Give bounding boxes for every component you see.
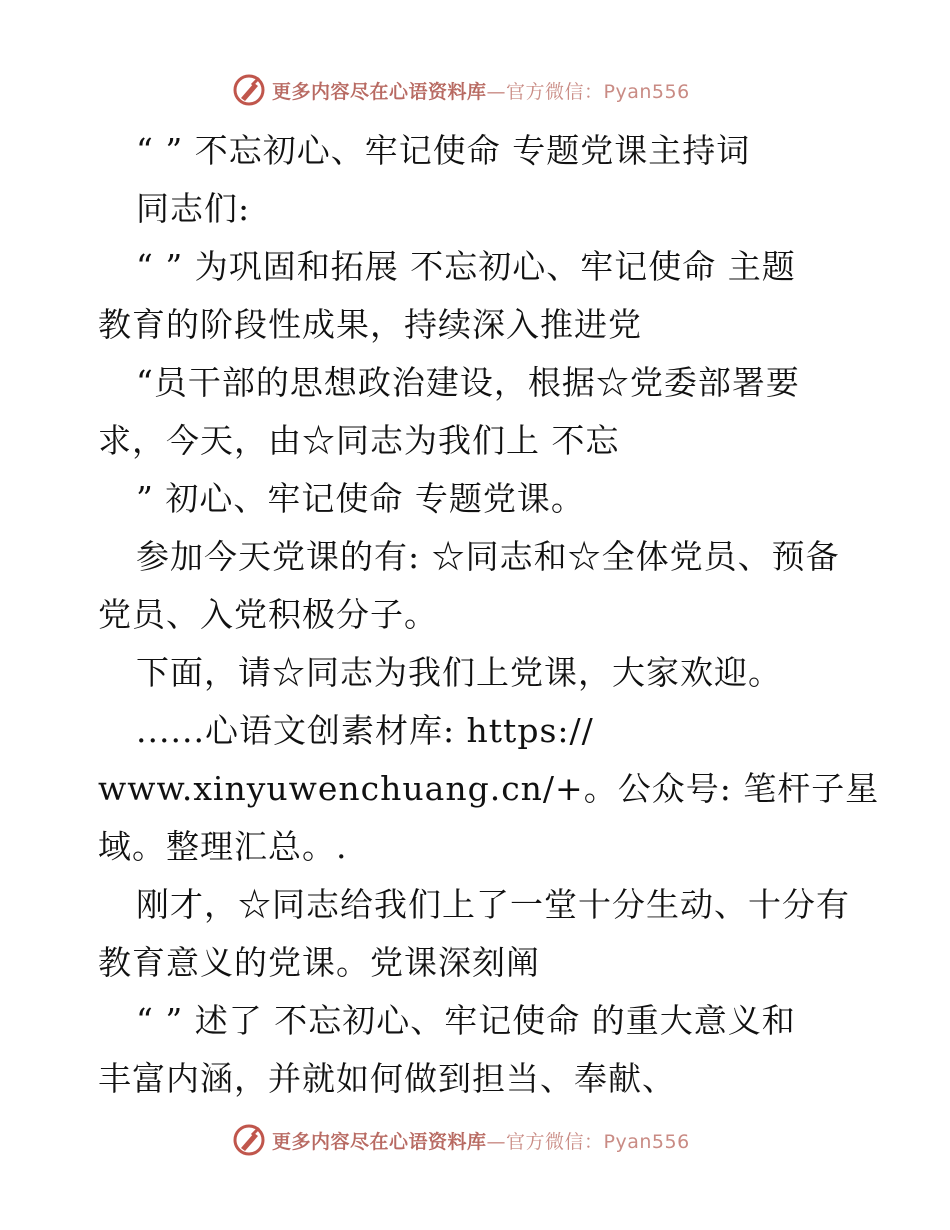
- doc-line: 党员、入党积极分子。: [98, 595, 438, 634]
- pen-nib-seal-icon: [232, 73, 266, 107]
- watermark-text: 更多内容尽在心语资料库—官方微信：Pyan556: [272, 1130, 690, 1153]
- header-watermark: [232, 70, 690, 110]
- doc-line: 丰富内涵，并就如何做到担当、奉献、: [98, 1059, 676, 1098]
- doc-line: 教育意义的党课。党课深刻阐: [98, 943, 540, 982]
- document-body: [98, 122, 880, 1108]
- footer-watermark: [232, 1120, 690, 1160]
- doc-line: 下面，请☆同志为我们上党课，大家欢迎。: [136, 653, 782, 692]
- doc-line: ......心语文创素材库: https://: [136, 711, 594, 750]
- doc-title: “ ” 不忘初心、牢记使命 专题党课主持词: [136, 131, 751, 170]
- doc-line: 域。整理汇总。.: [98, 827, 348, 866]
- doc-line: 同志们:: [136, 189, 251, 228]
- doc-line: www.xinyuwenchuang.cn/+。公众号: 笔杆子星: [98, 769, 880, 808]
- doc-line: “ ” 述了 不忘初心、牢记使命 的重大意义和: [136, 1001, 796, 1040]
- doc-line: 刚才，☆同志给我们上了一堂十分生动、十分有: [136, 885, 850, 924]
- doc-line: ” 初心、牢记使命 专题党课。: [136, 479, 585, 518]
- doc-line: “员干部的思想政治建设，根据☆党委部署要: [136, 363, 800, 402]
- doc-line: 参加今天党课的有: ☆同志和☆全体党员、预备: [136, 537, 840, 576]
- watermark-text: 更多内容尽在心语资料库—官方微信：Pyan556: [272, 80, 690, 103]
- pen-nib-seal-icon: [232, 1123, 266, 1157]
- doc-line: 求，今天，由☆同志为我们上 不忘: [98, 421, 620, 460]
- doc-line: 教育的阶段性成果，持续深入推进党: [98, 305, 642, 344]
- doc-line: “ ” 为巩固和拓展 不忘初心、牢记使命 主题: [136, 247, 796, 286]
